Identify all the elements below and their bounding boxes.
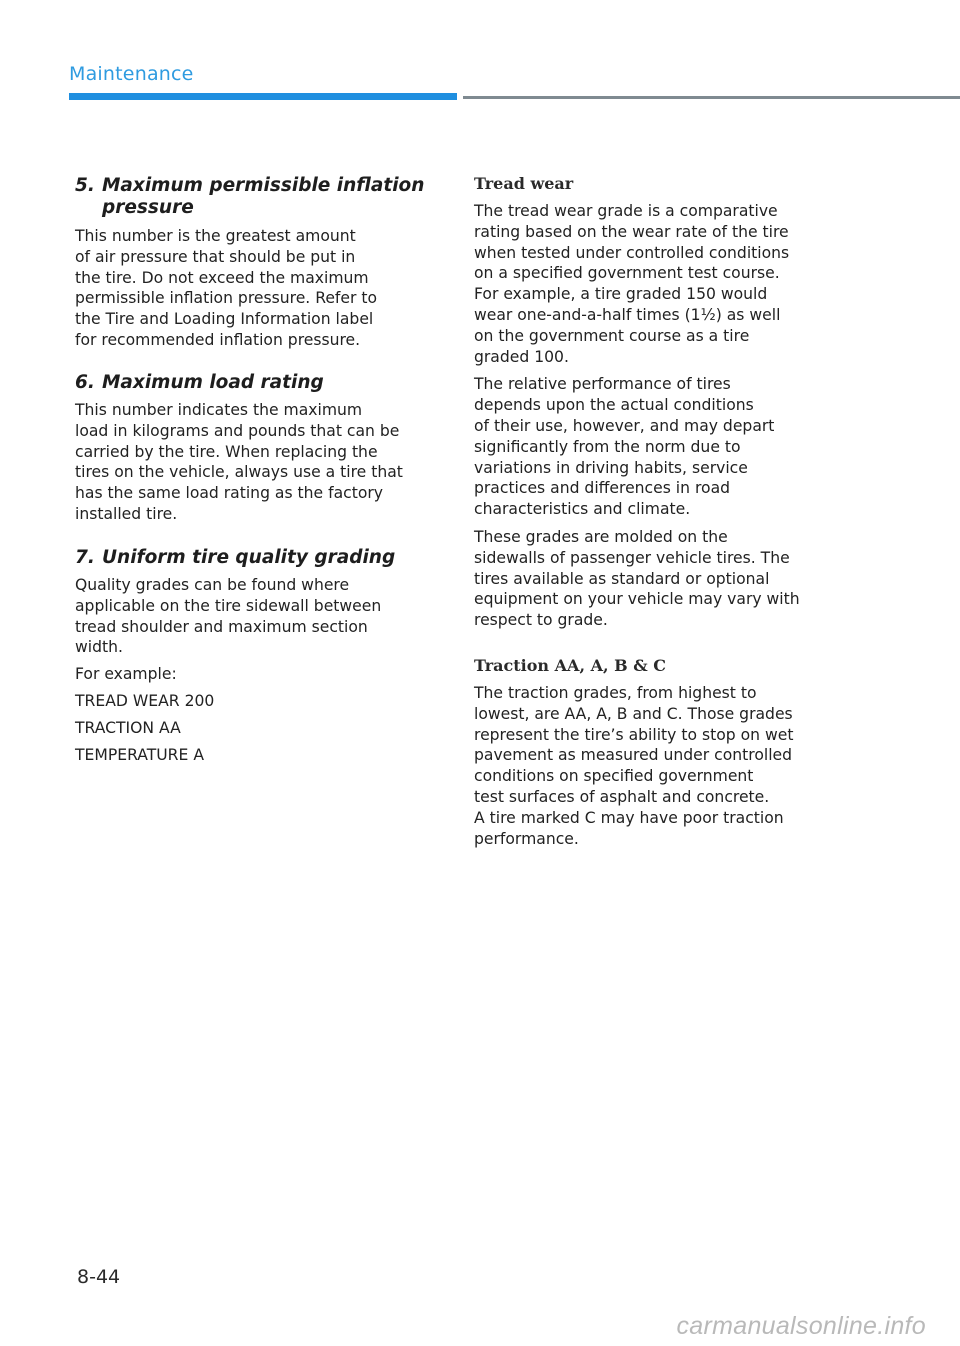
- item-6-block: [75, 372, 443, 525]
- body-line: practices and differences in road: [474, 479, 731, 498]
- body-line: installed tire.: [75, 504, 178, 523]
- body-line: significantly from the norm due to: [474, 437, 741, 456]
- body-line: test surfaces of asphalt and concrete.: [474, 787, 770, 806]
- body-line: respect to grade.: [474, 611, 608, 630]
- page-number: 8-44: [77, 1266, 121, 1288]
- body-line: conditions on specified government: [474, 767, 754, 786]
- body-line: lowest, are AA, A, B and C. Those grades: [474, 704, 793, 723]
- body-line: tread shoulder and maximum section: [75, 617, 368, 636]
- body-line: for recommended inflation pressure.: [75, 330, 361, 349]
- traction-heading: Traction AA, A, B & C: [474, 656, 666, 675]
- body-line: width.: [75, 638, 123, 657]
- example-label: For example:: [75, 665, 177, 684]
- body-line: equipment on your vehicle may vary with: [474, 590, 800, 609]
- body-line: depends upon the actual conditions: [474, 396, 754, 415]
- body-line: on a specified government test course.: [474, 264, 780, 283]
- item-5-block: [75, 175, 443, 351]
- body-line: represent the tire’s ability to stop on wet: [474, 725, 794, 744]
- body-line: Quality grades can be found where: [75, 576, 350, 594]
- traction-body: [474, 683, 846, 849]
- tread-wear-heading: Tread wear: [474, 174, 574, 193]
- traction-block: [474, 656, 846, 849]
- body-line: of air pressure that should be put in: [75, 247, 356, 266]
- item-5-heading-line1: Maximum permissible inflation: [102, 175, 425, 196]
- body-line: the Tire and Loading Information label: [75, 310, 374, 329]
- item-6-heading-text: Maximum load rating: [102, 372, 324, 393]
- item-5-number: 5.: [75, 175, 95, 196]
- body-line: For example, a tire graded 150 would: [474, 285, 768, 304]
- item-5-heading: [75, 175, 443, 219]
- body-line: pavement as measured under controlled: [474, 746, 793, 765]
- body-line: tires available as standard or optional: [474, 569, 770, 588]
- section-title: Maintenance: [69, 63, 194, 85]
- item-6-heading: [75, 372, 443, 394]
- tread-wear-para-3: [474, 527, 846, 631]
- item-7-heading-text: Uniform tire quality grading: [102, 547, 396, 568]
- tread-wear-para-1: [474, 201, 846, 367]
- body-line: This number is the greatest amount: [75, 227, 356, 245]
- item-7-heading: [75, 547, 443, 569]
- body-line: of their use, however, and may depart: [474, 416, 775, 435]
- body-line: carried by the tire. When replacing the: [75, 442, 378, 461]
- body-line: performance.: [474, 829, 579, 848]
- body-line: load in kilograms and pounds that can be: [75, 421, 400, 440]
- header-divider-rule: [463, 96, 960, 99]
- tread-wear-para-2: [474, 374, 846, 520]
- body-line: The relative performance of tires: [474, 375, 731, 394]
- watermark: carmanualsonline.info: [676, 1312, 926, 1340]
- body-line: This number indicates the maximum: [75, 401, 363, 419]
- body-line: applicable on the tire sidewall between: [75, 596, 382, 615]
- body-line: the tire. Do not exceed the maximum: [75, 268, 369, 287]
- item-6-number: 6.: [75, 372, 95, 393]
- body-line: tires on the vehicle, always use a tire that: [75, 463, 403, 482]
- body-line: These grades are molded on the: [474, 527, 728, 546]
- body-line: graded 100.: [474, 347, 569, 366]
- item-7-body: [75, 575, 443, 658]
- body-line: sidewalls of passenger vehicle tires. The: [474, 548, 790, 567]
- body-line: when tested under controlled conditions: [474, 243, 790, 262]
- body-line: characteristics and climate.: [474, 500, 691, 519]
- body-line: rating based on the wear rate of the tire: [474, 222, 789, 241]
- body-line: variations in driving habits, service: [474, 458, 748, 477]
- tread-wear-block: [474, 174, 846, 631]
- item-5-heading-line2: pressure: [102, 197, 194, 218]
- example-tread-wear: TREAD WEAR 200: [75, 691, 215, 710]
- body-line: on the government course as a tire: [474, 326, 750, 345]
- header-accent-rule: [69, 93, 457, 100]
- body-line: wear one-and-a-half times (1½) as well: [474, 305, 781, 324]
- body-line: The traction grades, from highest to: [474, 684, 757, 702]
- body-line: has the same load rating as the factory: [75, 484, 384, 503]
- example-temperature: TEMPERATURE A: [75, 745, 204, 764]
- item-5-body: [75, 226, 443, 351]
- body-line: The tread wear grade is a comparative: [474, 202, 778, 220]
- body-line: permissible inflation pressure. Refer to: [75, 289, 378, 308]
- item-6-body: [75, 400, 443, 525]
- item-7-block: [75, 547, 443, 765]
- body-line: A tire marked C may have poor traction: [474, 808, 784, 827]
- item-7-number: 7.: [75, 547, 95, 568]
- example-traction: TRACTION AA: [75, 718, 181, 737]
